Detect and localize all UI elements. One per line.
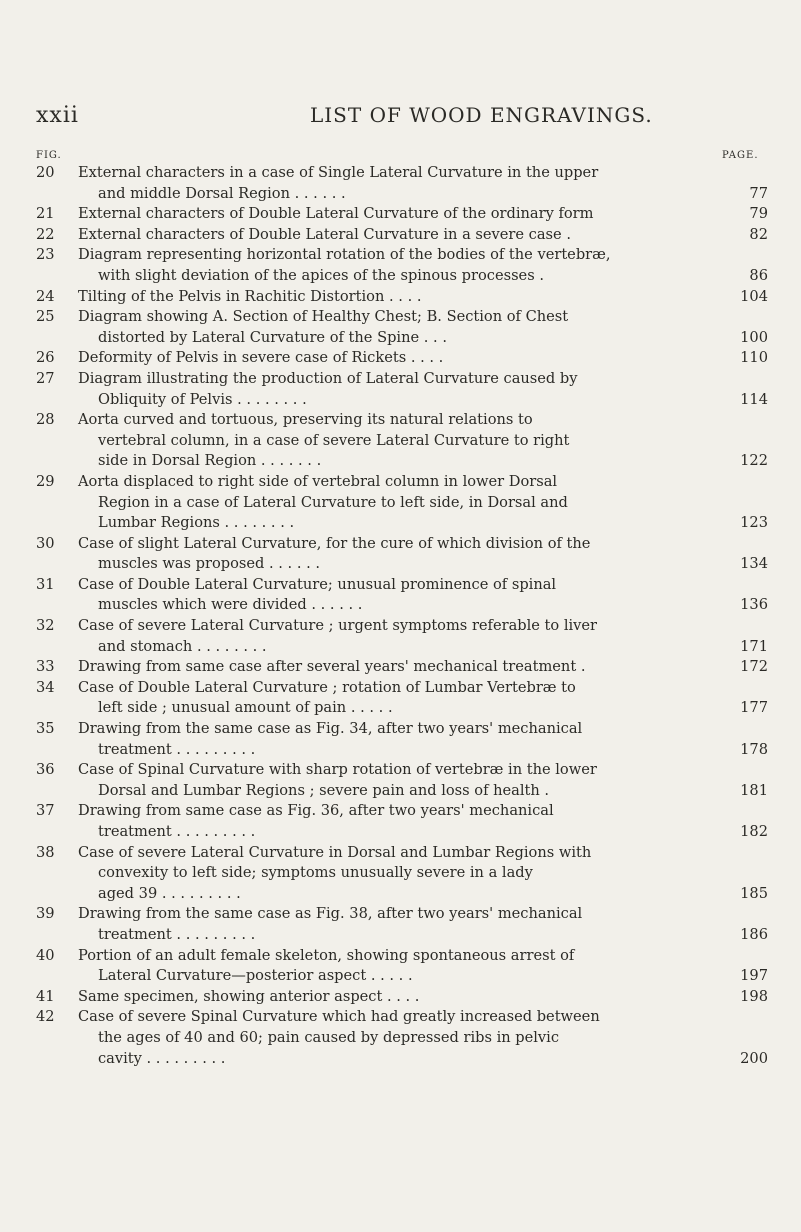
entry-line: Deformity of Pelvis in severe case of Rickets . . . . <box>78 349 444 367</box>
engravings-list <box>36 163 776 1069</box>
page-reference: 86 <box>749 266 768 284</box>
figure-number: 30 <box>36 534 55 552</box>
figure-number: 27 <box>36 369 55 387</box>
figure-number: 39 <box>36 905 55 923</box>
entry-description <box>78 1007 714 1069</box>
entry-line: side in Dorsal Region . . . . . . . <box>98 452 322 470</box>
list-item <box>36 760 776 801</box>
list-item <box>36 348 776 369</box>
entry-line: distorted by Lateral Curvature of the Spine . . . <box>98 328 447 346</box>
entry-description <box>78 307 714 348</box>
page-reference: 100 <box>740 328 768 346</box>
entry-line: Same specimen, showing anterior aspect . . . . <box>78 987 420 1005</box>
entry-description <box>78 719 714 760</box>
entry-line: Dorsal and Lumbar Regions ; severe pain and loss of health . <box>98 781 550 799</box>
entry-line: cavity . . . . . . . . . <box>98 1049 226 1067</box>
entry-line: treatment . . . . . . . . . <box>98 925 256 943</box>
list-item <box>36 307 776 348</box>
page-reference: 122 <box>740 452 768 470</box>
entry-line: External characters of Double Lateral Curvature in a severe case . <box>78 225 571 243</box>
entry-description <box>78 987 714 1008</box>
list-item <box>36 225 776 246</box>
entry-description <box>78 348 714 369</box>
entry-line: Drawing from same case as Fig. 36, after two years' mechanical <box>78 802 554 820</box>
entry-line: Case of severe Lateral Curvature in Dorsal and Lumbar Regions with <box>78 843 592 861</box>
entry-line: External characters of Double Lateral Curvature of the ordinary form <box>78 205 594 223</box>
entry-line: Aorta curved and tortuous, preserving its natural relations to <box>78 411 533 429</box>
page-reference: 198 <box>740 987 768 1005</box>
page-reference: 134 <box>740 555 768 573</box>
entry-description <box>78 410 714 472</box>
figure-number: 32 <box>36 617 55 635</box>
page-column-heading: PAGE. <box>722 150 759 161</box>
entry-line: vertebral column, in a case of severe Lateral Curvature to right <box>98 431 570 449</box>
list-item <box>36 204 776 225</box>
entry-line: Portion of an adult female skeleton, showing spontaneous arrest of <box>78 946 575 964</box>
entry-description <box>78 575 714 616</box>
figure-number: 38 <box>36 843 55 861</box>
entry-line: muscles was proposed . . . . . . <box>98 555 321 573</box>
entry-description <box>78 287 714 308</box>
entry-description <box>78 245 714 286</box>
entry-line: treatment . . . . . . . . . <box>98 823 256 840</box>
page-reference: 114 <box>740 390 768 408</box>
entry-line: Case of Double Lateral Curvature; unusual prominence of spinal <box>78 575 557 593</box>
list-item <box>36 163 776 204</box>
entry-line: Drawing from same case after several years' mechanical treatment . <box>78 658 586 676</box>
entry-line: treatment . . . . . . . . . <box>98 740 256 758</box>
page-reference: 185 <box>740 884 768 902</box>
figure-number: 20 <box>36 164 55 181</box>
page-reference: 186 <box>740 925 768 943</box>
figure-number: 41 <box>36 987 55 1005</box>
list-item <box>36 657 776 678</box>
list-item <box>36 287 776 308</box>
list-item <box>36 410 776 472</box>
figure-number: 34 <box>36 678 55 696</box>
page-reference: 182 <box>740 823 768 840</box>
entry-line: Case of severe Spinal Curvature which had greatly increased between <box>78 1008 600 1026</box>
entry-line: Lumbar Regions . . . . . . . . <box>98 514 295 532</box>
page-reference: 197 <box>740 967 768 985</box>
list-item <box>36 801 776 842</box>
entry-line: Region in a case of Lateral Curvature to left side, in Dorsal and <box>98 493 568 511</box>
figure-number: 40 <box>36 946 55 964</box>
page-number: xxii <box>36 103 79 128</box>
page-reference: 123 <box>740 514 768 532</box>
list-item <box>36 946 776 987</box>
entry-description <box>78 904 714 945</box>
entry-description <box>78 163 714 204</box>
figure-number: 36 <box>36 761 55 779</box>
entry-line: Drawing from the same case as Fig. 34, after two years' mechanical <box>78 720 583 738</box>
figure-number: 42 <box>36 1008 55 1026</box>
entry-description <box>78 534 714 575</box>
entry-description <box>78 472 714 534</box>
list-item <box>36 616 776 657</box>
entry-line: aged 39 . . . . . . . . . <box>98 884 241 902</box>
fig-column-heading: FIG. <box>36 150 62 161</box>
figure-number: 21 <box>36 205 55 223</box>
entry-line: Diagram representing horizontal rotation of the bodies of the vertebræ, <box>78 246 611 264</box>
running-title: LIST OF WOOD ENGRAVINGS. <box>310 103 653 127</box>
entry-line: convexity to left side; symptoms unusually severe in a lady <box>98 864 533 882</box>
figure-number: 22 <box>36 225 55 243</box>
entry-description <box>78 678 714 719</box>
entry-line: Case of Spinal Curvature with sharp rotation of vertebræ in the lower <box>78 761 597 779</box>
entry-line: with slight deviation of the apices of the spinous processes . <box>98 266 544 284</box>
figure-number: 31 <box>36 575 55 593</box>
entry-line: Lateral Curvature—posterior aspect . . . . . <box>98 967 413 985</box>
figure-number: 28 <box>36 411 55 429</box>
entry-line: Diagram showing A. Section of Healthy Chest; B. Section of Chest <box>78 308 569 326</box>
figure-number: 37 <box>36 802 55 820</box>
entry-description <box>78 760 714 801</box>
figure-number: 29 <box>36 472 55 490</box>
figure-number: 25 <box>36 308 55 326</box>
entry-line: muscles which were divided . . . . . . <box>98 596 363 614</box>
page-reference: 136 <box>740 596 768 614</box>
entry-line: External characters in a case of Single Lateral Curvature in the upper <box>78 164 599 181</box>
entry-description <box>78 843 714 905</box>
page-reference: 181 <box>740 781 768 799</box>
page-reference: 110 <box>740 349 768 367</box>
entry-line: Aorta displaced to right side of vertebral column in lower Dorsal <box>78 472 558 490</box>
list-item <box>36 678 776 719</box>
list-item <box>36 534 776 575</box>
entry-description <box>78 204 714 225</box>
entry-line: the ages of 40 and 60; pain caused by depressed ribs in pelvic <box>98 1028 560 1046</box>
page-reference: 177 <box>740 699 768 717</box>
entry-line: Tilting of the Pelvis in Rachitic Distortion . . . . <box>78 287 422 305</box>
list-item <box>36 719 776 760</box>
entry-description <box>78 657 714 678</box>
entry-line: Case of slight Lateral Curvature, for the cure of which division of the <box>78 534 591 552</box>
list-item <box>36 245 776 286</box>
entry-description <box>78 801 714 842</box>
list-item <box>36 369 776 410</box>
entry-description <box>78 225 714 246</box>
page-reference: 82 <box>749 225 768 243</box>
list-item <box>36 987 776 1008</box>
entry-line: Diagram illustrating the production of Lateral Curvature caused by <box>78 369 578 387</box>
list-item <box>36 1007 776 1069</box>
entry-line: and stomach . . . . . . . . <box>98 637 267 655</box>
page-reference: 77 <box>749 184 768 202</box>
list-item <box>36 904 776 945</box>
entry-line: and middle Dorsal Region . . . . . . <box>98 184 346 202</box>
running-header <box>0 103 801 129</box>
entry-line: Case of severe Lateral Curvature ; urgent symptoms referable to liver <box>78 617 598 635</box>
list-item <box>36 843 776 905</box>
page-reference: 172 <box>740 658 768 676</box>
figure-number: 23 <box>36 246 55 264</box>
entry-line: Drawing from the same case as Fig. 38, after two years' mechanical <box>78 905 583 923</box>
figure-number: 35 <box>36 720 55 738</box>
page-reference: 104 <box>740 287 768 305</box>
entry-line: Case of Double Lateral Curvature ; rotation of Lumbar Vertebræ to <box>78 678 576 696</box>
entry-description <box>78 946 714 987</box>
figure-number: 24 <box>36 287 55 305</box>
figure-number: 26 <box>36 349 55 367</box>
list-item <box>36 575 776 616</box>
figure-number: 33 <box>36 658 55 676</box>
page-reference: 200 <box>740 1049 768 1067</box>
entry-description <box>78 616 714 657</box>
page-reference: 178 <box>740 740 768 758</box>
page-reference: 171 <box>740 637 768 655</box>
list-item <box>36 472 776 534</box>
entry-description <box>78 369 714 410</box>
page-reference: 79 <box>749 205 768 223</box>
entry-line: Obliquity of Pelvis . . . . . . . . <box>98 390 307 408</box>
entry-line: left side ; unusual amount of pain . . . . . <box>98 699 393 717</box>
